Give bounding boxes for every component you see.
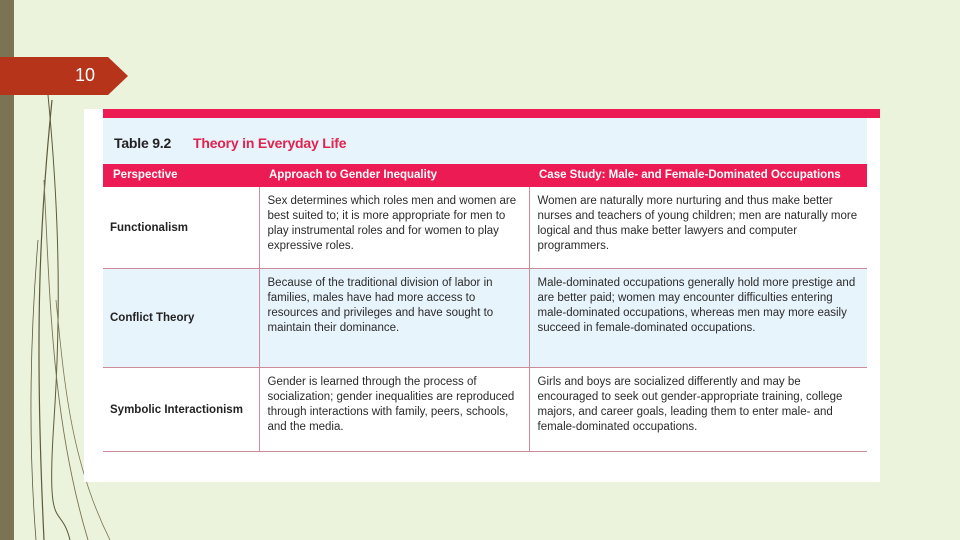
table-top-stripe [103,109,880,118]
slide-number: 10 [74,65,96,85]
perspective-cell: Conflict Theory [103,269,259,368]
header-perspective: Perspective [103,164,259,187]
table-label: Table 9.2 [114,135,172,151]
approach-cell: Because of the traditional division of labor in families, males have had more access to resources and privileges and have sought to maintain their dominance. [259,269,529,368]
approach-cell: Sex determines which roles men and women are best suited to; it is more appropriate for men to play instrumental roles and for women to play expressive roles. [259,187,529,269]
perspective-cell: Functionalism [103,187,259,269]
table-row [103,368,867,452]
theory-table-figure [84,109,880,482]
table-header-row [103,164,867,187]
slide-number-tag [0,57,128,95]
case-study-cell: Girls and boys are socialized differently and may be encouraged to seek out gender-appropriate training, college majors, and career goals, leading them to enter male- and female-dominated occupations. [529,368,867,452]
case-study-cell: Women are naturally more nurturing and thus make better nurses and teachers of young children; men are naturally more logical and thus make better lawyers and computer programmers. [529,187,867,269]
theory-table [103,164,867,452]
table-title: Theory in Everyday Life [193,135,347,151]
perspective-cell: Symbolic Interactionism [103,368,259,452]
header-approach: Approach to Gender Inequality [259,164,529,187]
table-row [103,187,867,269]
approach-cell: Gender is learned through the process of socialization; gender inequalities are reproduced through interactions with family, peers, schools, and the media. [259,368,529,452]
table-row [103,269,867,368]
case-study-cell: Male-dominated occupations generally hold more prestige and are better paid; women may encounter difficulties entering male-dominated occupations, whereas men may more easily succeed in female-dominated occupations. [529,269,867,368]
header-case-study: Case Study: Male- and Female-Dominated Occupations [529,164,867,187]
